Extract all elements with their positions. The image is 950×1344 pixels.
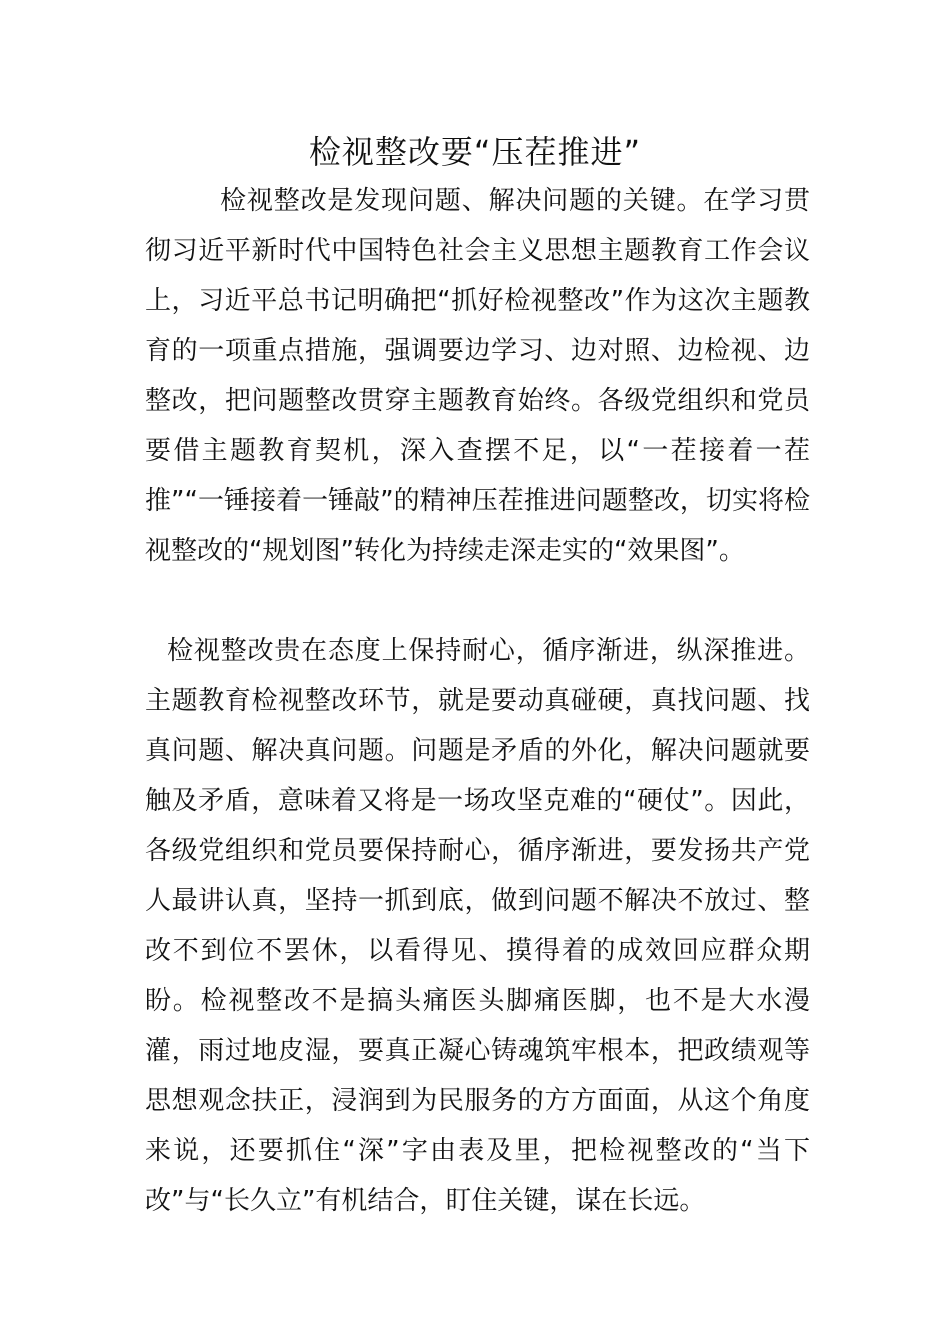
document-title: 检视整改要“压茬推进” (308, 133, 642, 171)
paragraph-2: 检视整改贵在态度上保持耐心，循序渐进，纵深推进。主题教育检视整改环节，就是要动真碰硬，真找问题、找真问题、解决真问题。问题是矛盾的外化，解决问题就要触及矛盾，意味着又将是一场攻坚克难的“硬仗”。因此，各级党组织和党员要保持耐心，循序渐进，要发扬共产党人最讲认真，坚持一抓到底，做到问题不解决不放过、整改不到位不罢休，以看得见、摸得着的成效回应群众期盼。检视整改不是搞头痛医头脚痛医脚，也不是大水漫灌，雨过地皮湿，要真正凝心铸魂筑牢根本，把政绩观等思想观念扶正，浸润到为民服务的方方面面，从这个角度来说，还要抓住“深”字由表及里，把检视整改的“当下改”与“长久立”有机结合，盯住关键，谋在长远。 (145, 636, 810, 1216)
paragraph-1: 检视整改是发现问题、解决问题的关键。在学习贯彻习近平新时代中国特色社会主义思想主题教育工作会议上，习近平总书记明确把“抓好检视整改”作为这次主题教育的一项重点措施，强调要边学习、边对照、边检视、边整改，把问题整改贯穿主题教育始终。各级党组织和党员要借主题教育契机，深入查摆不足，以“一茬接着一茬推”“一锤接着一锤敲”的精神压茬推进问题整改，切实将检视整改的“规划图”转化为持续走深走实的“效果图”。 (145, 186, 810, 566)
